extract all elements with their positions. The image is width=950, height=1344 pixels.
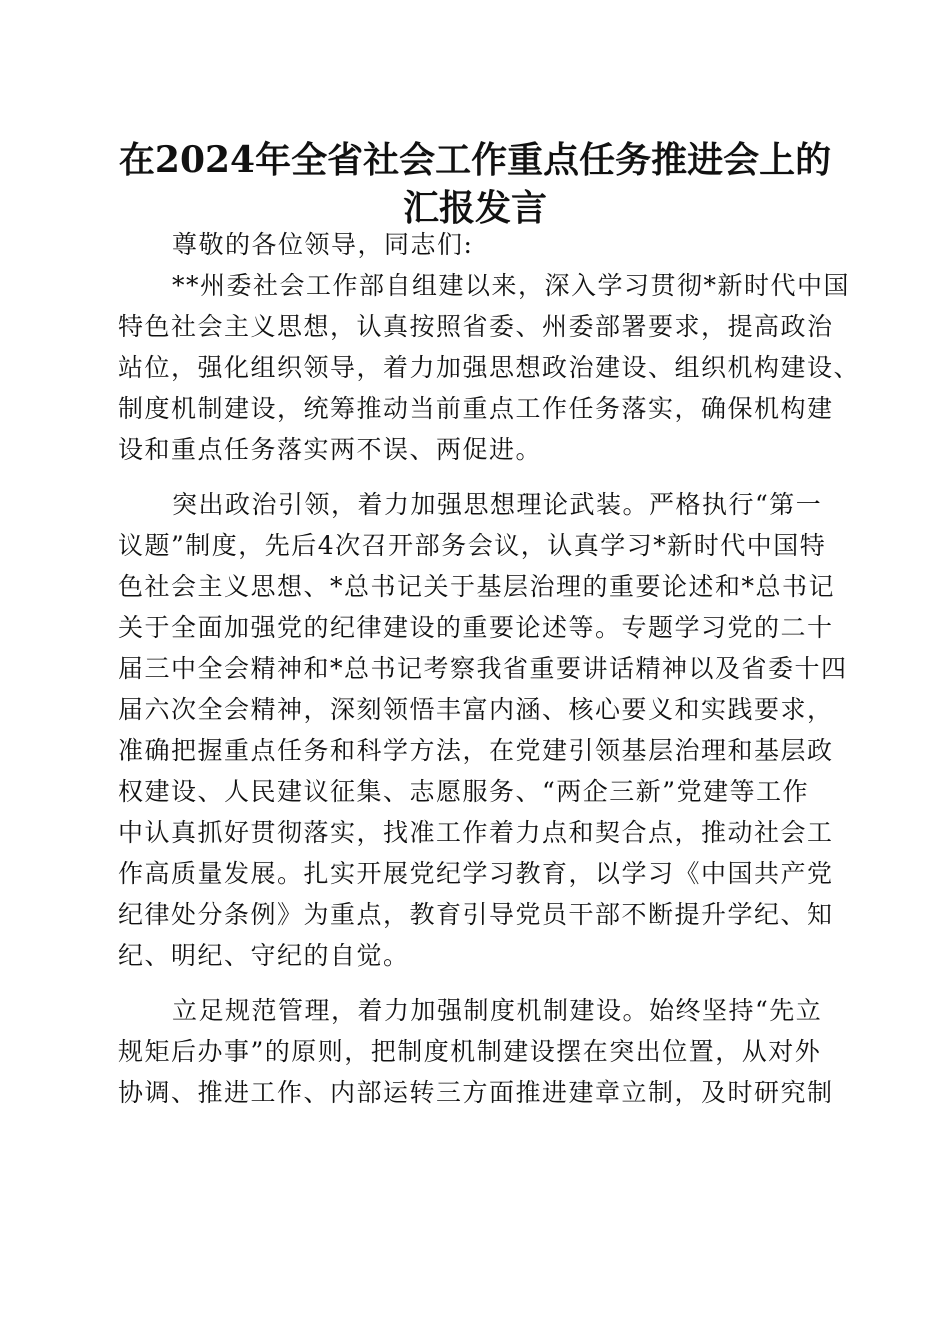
paragraph-3: [118, 990, 834, 1113]
paragraph-2: [118, 484, 848, 976]
paragraph-line: 制度机制建设，统筹推动当前重点工作任务落实，确保机构建: [118, 394, 834, 423]
paragraph-line: 规矩后办事”的原则，把制度机制建设摆在突出位置，从对外: [118, 1037, 822, 1066]
paragraph-line: 纪、明纪、守纪的自觉。: [118, 941, 410, 970]
title-line-1: 在2024年全省社会工作重点任务推进会上的: [118, 139, 832, 181]
paragraph-line: 届三中全会精神和*总书记考察我省重要讲话精神以及省委十四: [118, 654, 848, 683]
paragraph-line: 纪律处分条例》为重点，教育引导党员干部不断提升学纪、知: [118, 900, 834, 929]
paragraph-line: 突出政治引领，着力加强思想理论武装。严格执行“第一: [172, 490, 823, 519]
paragraph-line: **州委社会工作部自组建以来，深入学习贯彻*新时代中国: [172, 271, 851, 300]
paragraph-line: 设和重点任务落实两不误、两促进。: [118, 435, 543, 464]
paragraph-line: 作高质量发展。扎实开展党纪学习教育，以学习《中国共产党: [118, 859, 834, 888]
document-body: [118, 224, 861, 1113]
paragraph-line: 中认真抓好贯彻落实，找准工作着力点和契合点，推动社会工: [118, 818, 834, 847]
paragraph-line: 关于全面加强党的纪律建设的重要论述等。专题学习党的二十: [118, 613, 834, 642]
paragraph-line: 议题”制度，先后4次召开部务会议，认真学习*新时代中国特: [118, 531, 827, 560]
paragraph-line: 色社会主义思想、*总书记关于基层治理的重要论述和*总书记: [118, 572, 836, 601]
document-title: [110, 136, 840, 232]
paragraph-line: 站位，强化组织领导，着力加强思想政治建设、组织机构建设、: [118, 353, 861, 382]
paragraph-line: 协调、推进工作、内部运转三方面推进建章立制，及时研究制: [118, 1078, 834, 1107]
paragraph-line: 特色社会主义思想，认真按照省委、州委部署要求，提高政治: [118, 312, 834, 341]
paragraph-1: [118, 265, 861, 470]
paragraph-line: 立足规范管理，着力加强制度机制建设。始终坚持“先立: [172, 996, 823, 1025]
title-line-2: 汇报发言: [402, 187, 547, 229]
paragraph-line: 权建设、人民建议征集、志愿服务、“两企三新”党建等工作: [118, 777, 810, 806]
paragraph-line: 准确把握重点任务和科学方法，在党建引领基层治理和基层政: [118, 736, 834, 765]
salutation: 尊敬的各位领导，同志们:: [172, 230, 474, 259]
paragraph-line: 届六次全会精神，深刻领悟丰富内涵、核心要义和实践要求，: [118, 695, 834, 724]
